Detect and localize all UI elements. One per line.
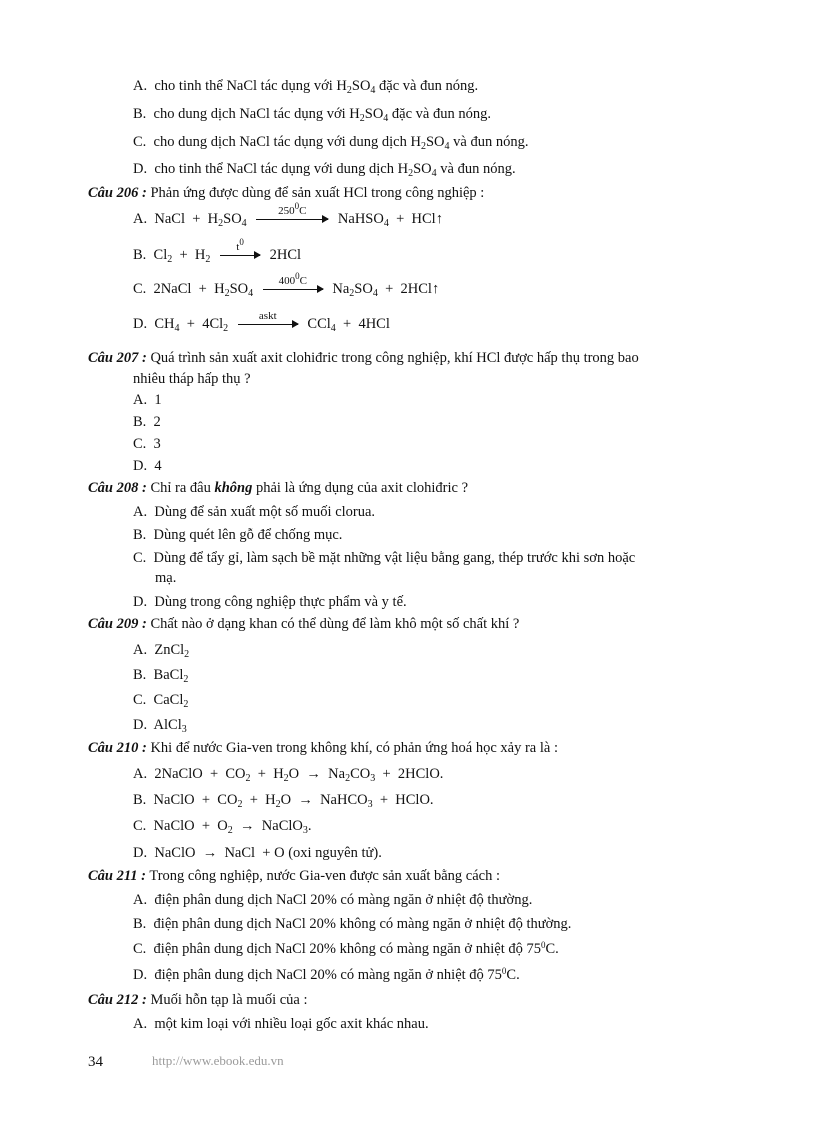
reaction-arrow: askt	[238, 310, 298, 327]
question-212: Câu 212 : Muối hỗn tạp là muối của :	[88, 992, 308, 1008]
q208-option-c-cont: mạ.	[155, 570, 177, 586]
q208-option-c: C. Dùng để tẩy gỉ, làm sạch bề mặt những vật liệu bằng gang, thép trước khi sơn hoặc	[133, 550, 636, 566]
q210-option-c: C. NaClO + $O_2$ → NaClO$_3$.	[133, 818, 312, 836]
question-label: Câu 208 :	[88, 480, 147, 496]
q210-option-d: D. NaClO → NaCl + O (oxi nguyên tử).	[133, 845, 382, 861]
question-207-cont: nhiêu tháp hấp thụ ?	[133, 371, 251, 387]
q207-option-b: B. 2	[133, 414, 161, 430]
q210-option-a: A. 2NaClO + $CO_2 + H_2O \to Na_2CO_3$ + 2HClO.	[133, 766, 444, 784]
question-208: Câu 208 : Chỉ ra đâu không phải là ứng dụng của axit clohiđric ?	[88, 480, 468, 496]
q212-option-a: A. một kim loại với nhiều loại gốc axit khác nhau.	[133, 1016, 429, 1032]
q207-option-d: D. 4	[133, 458, 162, 474]
question-label: Câu 211 :	[88, 868, 147, 884]
question-label: Câu 209 :	[88, 616, 147, 632]
option-label: B.	[133, 106, 147, 122]
q206-option-b: B. $Cl_2 + H_2$ $t^0$ 2HCl	[133, 237, 302, 265]
question-207: Câu 207 : Quá trình sản xuất axit clohiđric trong công nghiệp, khí HCl được hấp thụ trong bao	[88, 350, 639, 366]
q205-option-c: C. cho dung dịch NaCl tác dụng với dung dịch $H_2SO_4$ và đun nóng.	[133, 134, 529, 152]
q208-option-b: B. Dùng quét lên gỗ để chống mục.	[133, 527, 343, 543]
page-number: 34	[88, 1054, 103, 1070]
q211-option-c: C. điện phân dung dịch NaCl 20% không có màng ngăn ở nhiệt độ $75^0C$.	[133, 940, 559, 957]
question-209: Câu 209 : Chất nào ở dạng khan có thể dùng để làm khô một số chất khí ?	[88, 616, 520, 632]
question-label: Câu 207 :	[88, 350, 147, 366]
q205-option-d: D. cho tinh thể NaCl tác dụng với dung dịch $H_2SO_4$ và đun nóng.	[133, 161, 516, 179]
q211-option-b: B. điện phân dung dịch NaCl 20% không có màng ngăn ở nhiệt độ thường.	[133, 916, 572, 932]
reaction-arrow: $t^0$	[220, 241, 260, 258]
question-label: Câu 206 :	[88, 185, 147, 201]
option-label: D.	[133, 161, 148, 177]
q206-option-c: C. 2NaCl + $H_2SO_4$ $400^0C$ $Na_2SO_4$ + 2HCl↑	[133, 271, 440, 299]
source-url[interactable]: http://www.ebook.edu.vn	[152, 1053, 284, 1068]
q209-option-c: C. CaCl$_2$	[133, 692, 189, 710]
question-210: Câu 210 : Khi để nước Gia-ven trong không khí, có phản ứng hoá học xảy ra là :	[88, 740, 558, 756]
q211-option-a: A. điện phân dung dịch NaCl 20% có màng ngăn ở nhiệt độ thường.	[133, 892, 533, 908]
q205-option-a: A. cho tinh thể NaCl tác dụng với $H_2SO_4$ đặc và đun nóng.	[133, 78, 479, 96]
q210-option-b: B. NaClO + $CO_2 + H_2O$ → NaHCO$_3$ + HClO.	[133, 792, 434, 810]
question-label: Câu 212 :	[88, 992, 147, 1008]
q207-option-a: A. 1	[133, 392, 162, 408]
question-211: Câu 211 : Trong công nghiệp, nước Gia-ven được sản xuất bằng cách :	[88, 868, 501, 884]
q209-option-d: D. AlCl$_3$	[133, 717, 187, 735]
q211-option-d: D. điện phân dung dịch NaCl 20% có màng ngăn ở nhiệt độ $75^0C$.	[133, 966, 520, 983]
question-206: Câu 206 : Phản ứng được dùng để sản xuất HCl trong công nghiệp :	[88, 185, 485, 201]
option-label: C.	[133, 134, 147, 150]
q209-option-a: A. ZnCl$_2$	[133, 642, 190, 660]
q208-option-d: D. Dùng trong công nghiệp thực phẩm và y tế.	[133, 594, 407, 610]
reaction-arrow: $400^0C$	[263, 275, 323, 292]
q206-option-a: A. NaCl + $H_2SO_4$ $250^0C$ NaHSO$_4$ + HCl↑	[133, 201, 443, 229]
option-label: A.	[133, 78, 148, 94]
q205-option-b: B. cho dung dịch NaCl tác dụng với $H_2SO_4$ đặc và đun nóng.	[133, 106, 491, 124]
q207-option-c: C. 3	[133, 436, 161, 452]
gas-up-arrow-icon: ↑	[431, 281, 440, 297]
gas-up-arrow-icon: ↑	[435, 211, 443, 227]
question-label: Câu 210 :	[88, 740, 147, 756]
reaction-arrow: $250^0C$	[256, 205, 328, 222]
q208-option-a: A. Dùng để sản xuất một số muối clorua.	[133, 504, 376, 520]
q209-option-b: B. BaCl$_2$	[133, 667, 189, 685]
q206-option-d: D. $CH_4 + 4Cl_2$ askt CCl$_4$ + 4HCl	[133, 310, 390, 334]
